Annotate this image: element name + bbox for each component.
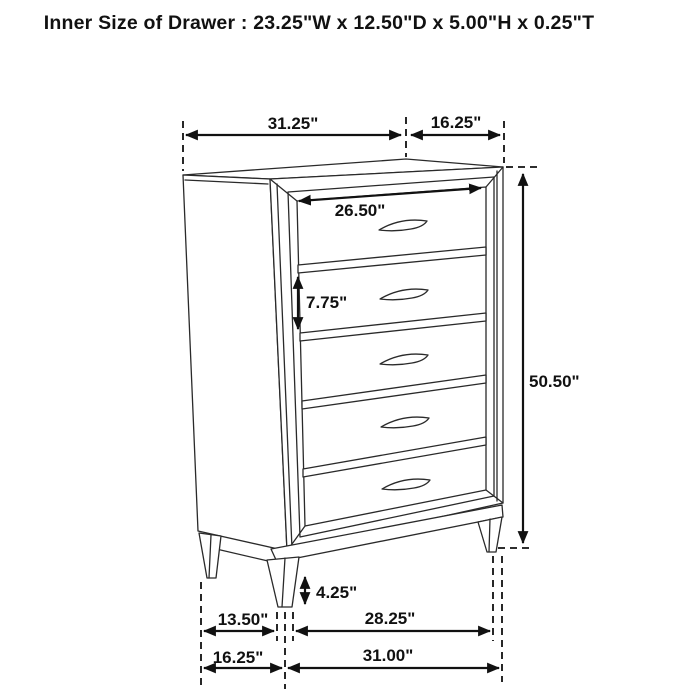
dimension-label-drawer-height: 7.75" — [306, 293, 348, 312]
diagram-title: Inner Size of Drawer : 23.25"W x 12.50"D x 5.00"H x 0.25"T — [43, 12, 595, 34]
dimension-label-leg-gap-side: 13.50" — [217, 610, 269, 629]
dimension-label-top-width: 31.25" — [267, 114, 319, 133]
dimension-label-floor-width: 31.00" — [362, 646, 414, 665]
leg-back-left — [199, 533, 221, 578]
dimension-label-drawer-width: 26.50" — [334, 201, 386, 220]
chest-drawing — [183, 159, 503, 607]
dimension-label-leg-gap-front: 28.25" — [364, 609, 416, 628]
drawer-opening — [297, 187, 486, 526]
dimension-label-overall-height: 50.50" — [529, 372, 580, 391]
dimension-label-top-depth: 16.25" — [430, 113, 482, 132]
side-panel — [183, 175, 287, 551]
leg-front-right — [478, 517, 502, 552]
side-apron-line — [212, 548, 268, 561]
dimension-label-leg-height: 4.25" — [316, 583, 358, 602]
dimension-label-floor-depth: 16.25" — [212, 648, 264, 667]
leg-front-left — [267, 557, 299, 607]
